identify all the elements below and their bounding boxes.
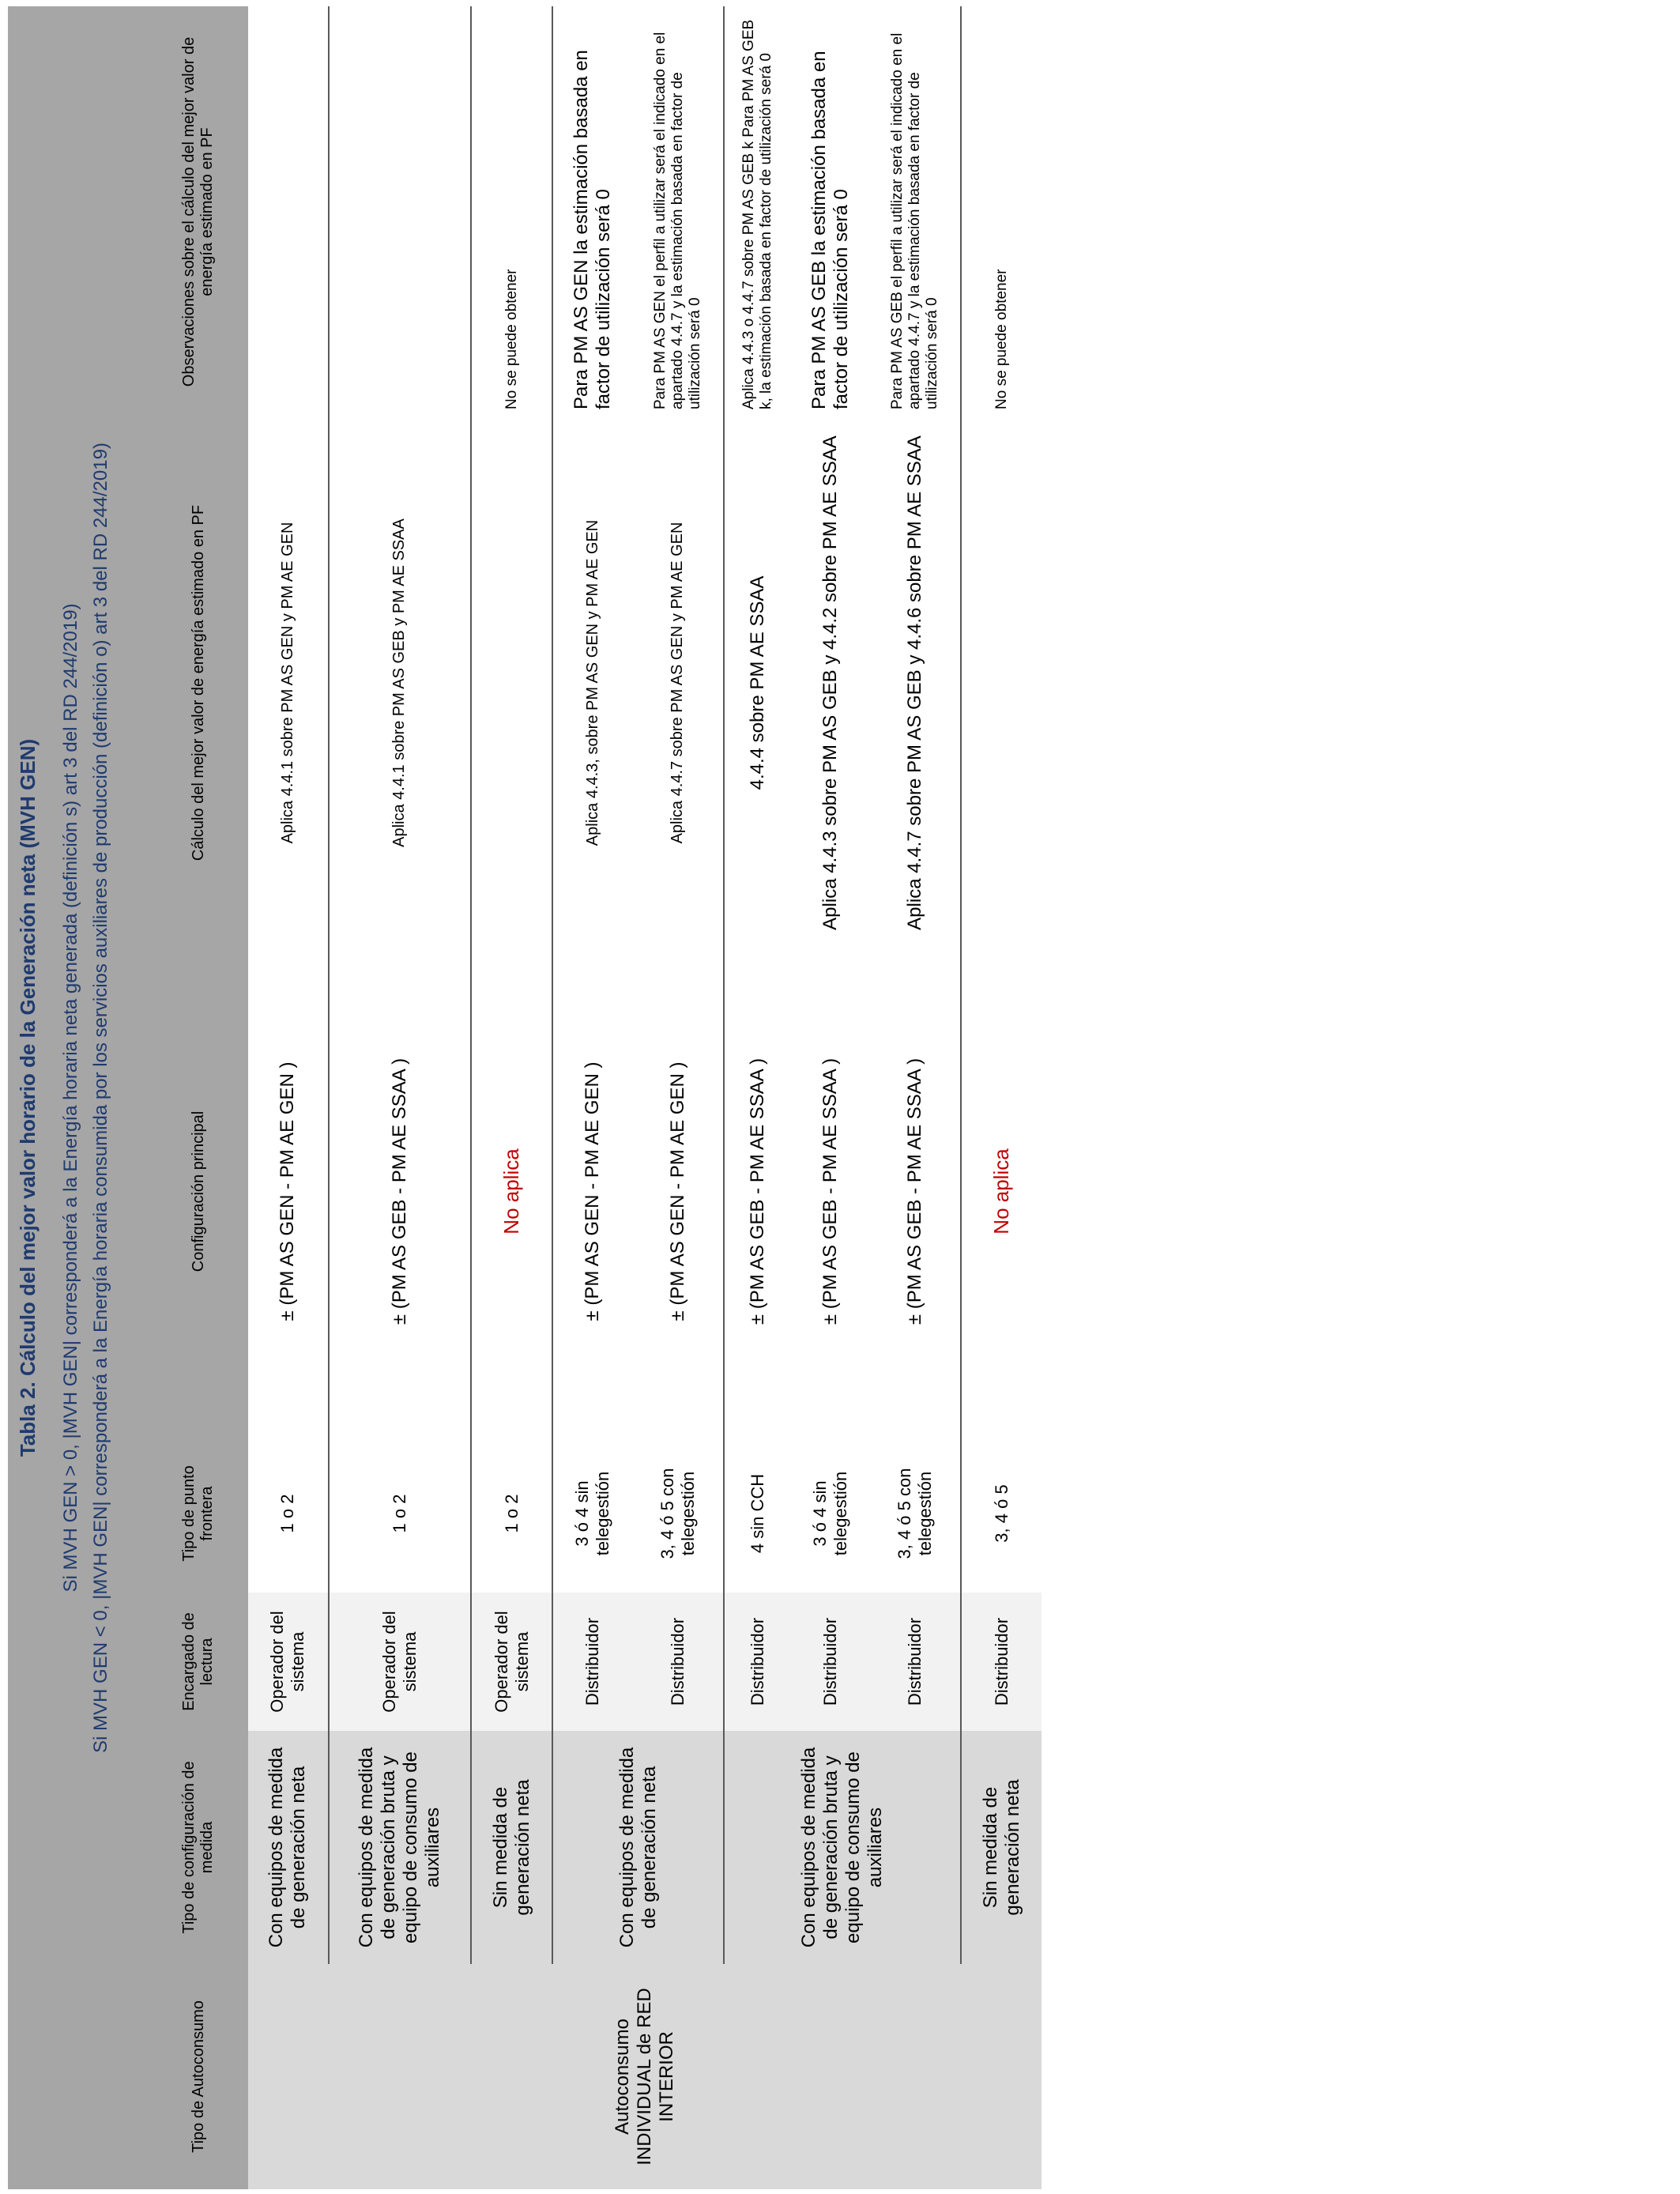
- table-row: [471, 6, 552, 2189]
- subtitle-positive: Si MVH GEN > 0, |MVH GEN| corresponderá a la Energía horaria neta generada (definición s) art 3 del RD 244/2019): [60, 603, 81, 1593]
- config-cell: ± (PM AS GEN - PM AE GEN ): [552, 948, 633, 1434]
- header-tipo-config: Tipo de configuración de medida: [149, 1731, 248, 1964]
- punto-cell: 3, 4 ó 5: [961, 1434, 1042, 1593]
- tipo-cell: Con equipos de medida de generación bruta y equipo de consumo de auxiliares: [329, 1731, 472, 1964]
- tipo-cell: Con equipos de medida de generación bruta y equipo de consumo de auxiliares: [724, 1731, 961, 1964]
- table-title: Tabla 2. Cálculo del mejor valor horario de la Generación neta (MVH GEN): [16, 738, 40, 1457]
- config-cell: No aplica: [961, 948, 1042, 1434]
- header-row: [149, 6, 248, 2189]
- calculo-cell: Aplica 4.4.1 sobre PM AS GEN y PM AE GEN: [278, 522, 296, 844]
- config-cell: ± (PM AS GEB - PM AE SSAA ): [819, 1057, 841, 1325]
- header-observaciones: Observaciones sobre el cálculo del mejor valor de energía estimado en PF: [149, 6, 248, 417]
- autoconsumo-cell: Autoconsumo INDIVIDUAL de RED INTERIOR: [248, 1964, 1042, 2189]
- config-cell: ± (PM AS GEN - PM AE GEN ): [666, 1061, 688, 1321]
- obs-cell: [248, 6, 329, 417]
- table-row: [329, 6, 472, 2189]
- encargado-cell: Distribuidor: [870, 1593, 961, 1731]
- obs-cell: Para PM AS GEN la estimación basada en factor de utilización será 0: [552, 6, 633, 417]
- header-config: Configuración principal: [149, 948, 248, 1434]
- config-cell: ± (PM AS GEB - PM AE SSAA ): [329, 948, 472, 1434]
- rotated-page: [8, 6, 1051, 2189]
- calculo-cell: [961, 417, 1042, 948]
- calculo-cell: Aplica 4.4.7 sobre PM AS GEB y 4.4.6 sobre PM AE SSAA: [904, 435, 926, 930]
- header-punto: Tipo de punto frontera: [149, 1434, 248, 1593]
- table-row: [961, 6, 1042, 2189]
- header-autoconsumo: Tipo de Autoconsumo: [149, 1964, 248, 2189]
- encargado-cell: Operador del sistema: [329, 1593, 472, 1731]
- calculo-cell: 4.4.4 sobre PM AE SSAA: [724, 417, 791, 948]
- tipo-cell: Con equipos de medida de generación neta: [552, 1731, 724, 1964]
- table-row: [724, 6, 791, 2189]
- punto-cell: 1 o 2: [329, 1434, 472, 1593]
- subtitle-negative: Si MVH GEN < 0, |MVH GEN| corresponderá a la Energía horaria consumida por los servicios auxiliares de producción (definición o) art 3 del RD 244/2019): [90, 443, 111, 1753]
- obs-cell: Aplica 4.4.3 o 4.4.7 sobre PM AS GEB k Para PM AS GEB k, la estimación basada en factor de utilización será 0: [724, 6, 791, 417]
- punto-cell: 3 ó 4 sin telegestión: [552, 1434, 633, 1593]
- obs-cell: No se puede obtener: [471, 6, 552, 417]
- mvh-table: [149, 6, 1042, 2189]
- title-block: [8, 6, 149, 2189]
- punto-cell: 3, 4 ó 5 con telegestión: [657, 1468, 698, 1559]
- config-cell: ± (PM AS GEB - PM AE SSAA ): [904, 1057, 926, 1325]
- table-row: [552, 6, 633, 2189]
- calculo-cell: Aplica 4.4.7 sobre PM AS GEN y PM AE GEN: [669, 522, 687, 844]
- header-encargado: Encargado de lectura: [149, 1593, 248, 1731]
- punto-cell: 1 o 2: [277, 1494, 298, 1533]
- tipo-cell: Sin medida de generación neta: [471, 1731, 552, 1964]
- config-cell: No aplica: [471, 948, 552, 1434]
- obs-cell: No se puede obtener: [961, 6, 1042, 417]
- punto-cell: 3 ó 4 sin telegestión: [809, 1471, 850, 1556]
- obs-cell: Para PM AS GEB el perfil a utilizar será el indicado en el apartado 4.4.7 y la estimación basada en factor de utilización será 0: [889, 32, 941, 409]
- tipo-cell: Sin medida de generación neta: [961, 1731, 1042, 1964]
- calculo-cell: Aplica 4.4.3 sobre PM AS GEB y 4.4.2 sobre PM AE SSAA: [819, 435, 841, 930]
- calculo-cell: Aplica 4.4.1 sobre PM AS GEB y PM AE SSAA: [329, 417, 472, 948]
- encargado-cell: Distribuidor: [961, 1593, 1042, 1731]
- punto-cell: 3, 4 ó 5 con telegestión: [895, 1468, 936, 1559]
- tipo-cell: Con equipos de medida de generación neta: [248, 1731, 329, 1964]
- encargado-cell: Distribuidor: [633, 1593, 724, 1731]
- config-cell: ± (PM AS GEB - PM AE SSAA ): [724, 948, 791, 1434]
- punto-cell: 1 o 2: [471, 1434, 552, 1593]
- config-cell: ± (PM AS GEN - PM AE GEN ): [277, 1061, 299, 1321]
- calculo-cell: Aplica 4.4.3, sobre PM AS GEN y PM AE GEN: [552, 417, 633, 948]
- punto-cell: 4 sin CCH: [724, 1434, 791, 1593]
- encargado-cell: Distribuidor: [791, 1593, 870, 1731]
- obs-cell: Para PM AS GEN el perfil a utilizar será el indicado en el apartado 4.4.7 y la estimación basada en factor de utilización será 0: [651, 32, 703, 409]
- encargado-cell: Operador del sistema: [248, 1593, 329, 1731]
- calculo-cell: [471, 417, 552, 948]
- table-row: [248, 6, 329, 2189]
- encargado-cell: Operador del sistema: [471, 1593, 552, 1731]
- encargado-cell: Distribuidor: [552, 1593, 633, 1731]
- header-calculo: Cálculo del mejor valor de energía estimado en PF: [149, 417, 248, 948]
- encargado-cell: Distribuidor: [724, 1593, 791, 1731]
- obs-cell: [329, 6, 472, 417]
- obs-cell: Para PM AS GEB la estimación basada en factor de utilización será 0: [808, 51, 852, 409]
